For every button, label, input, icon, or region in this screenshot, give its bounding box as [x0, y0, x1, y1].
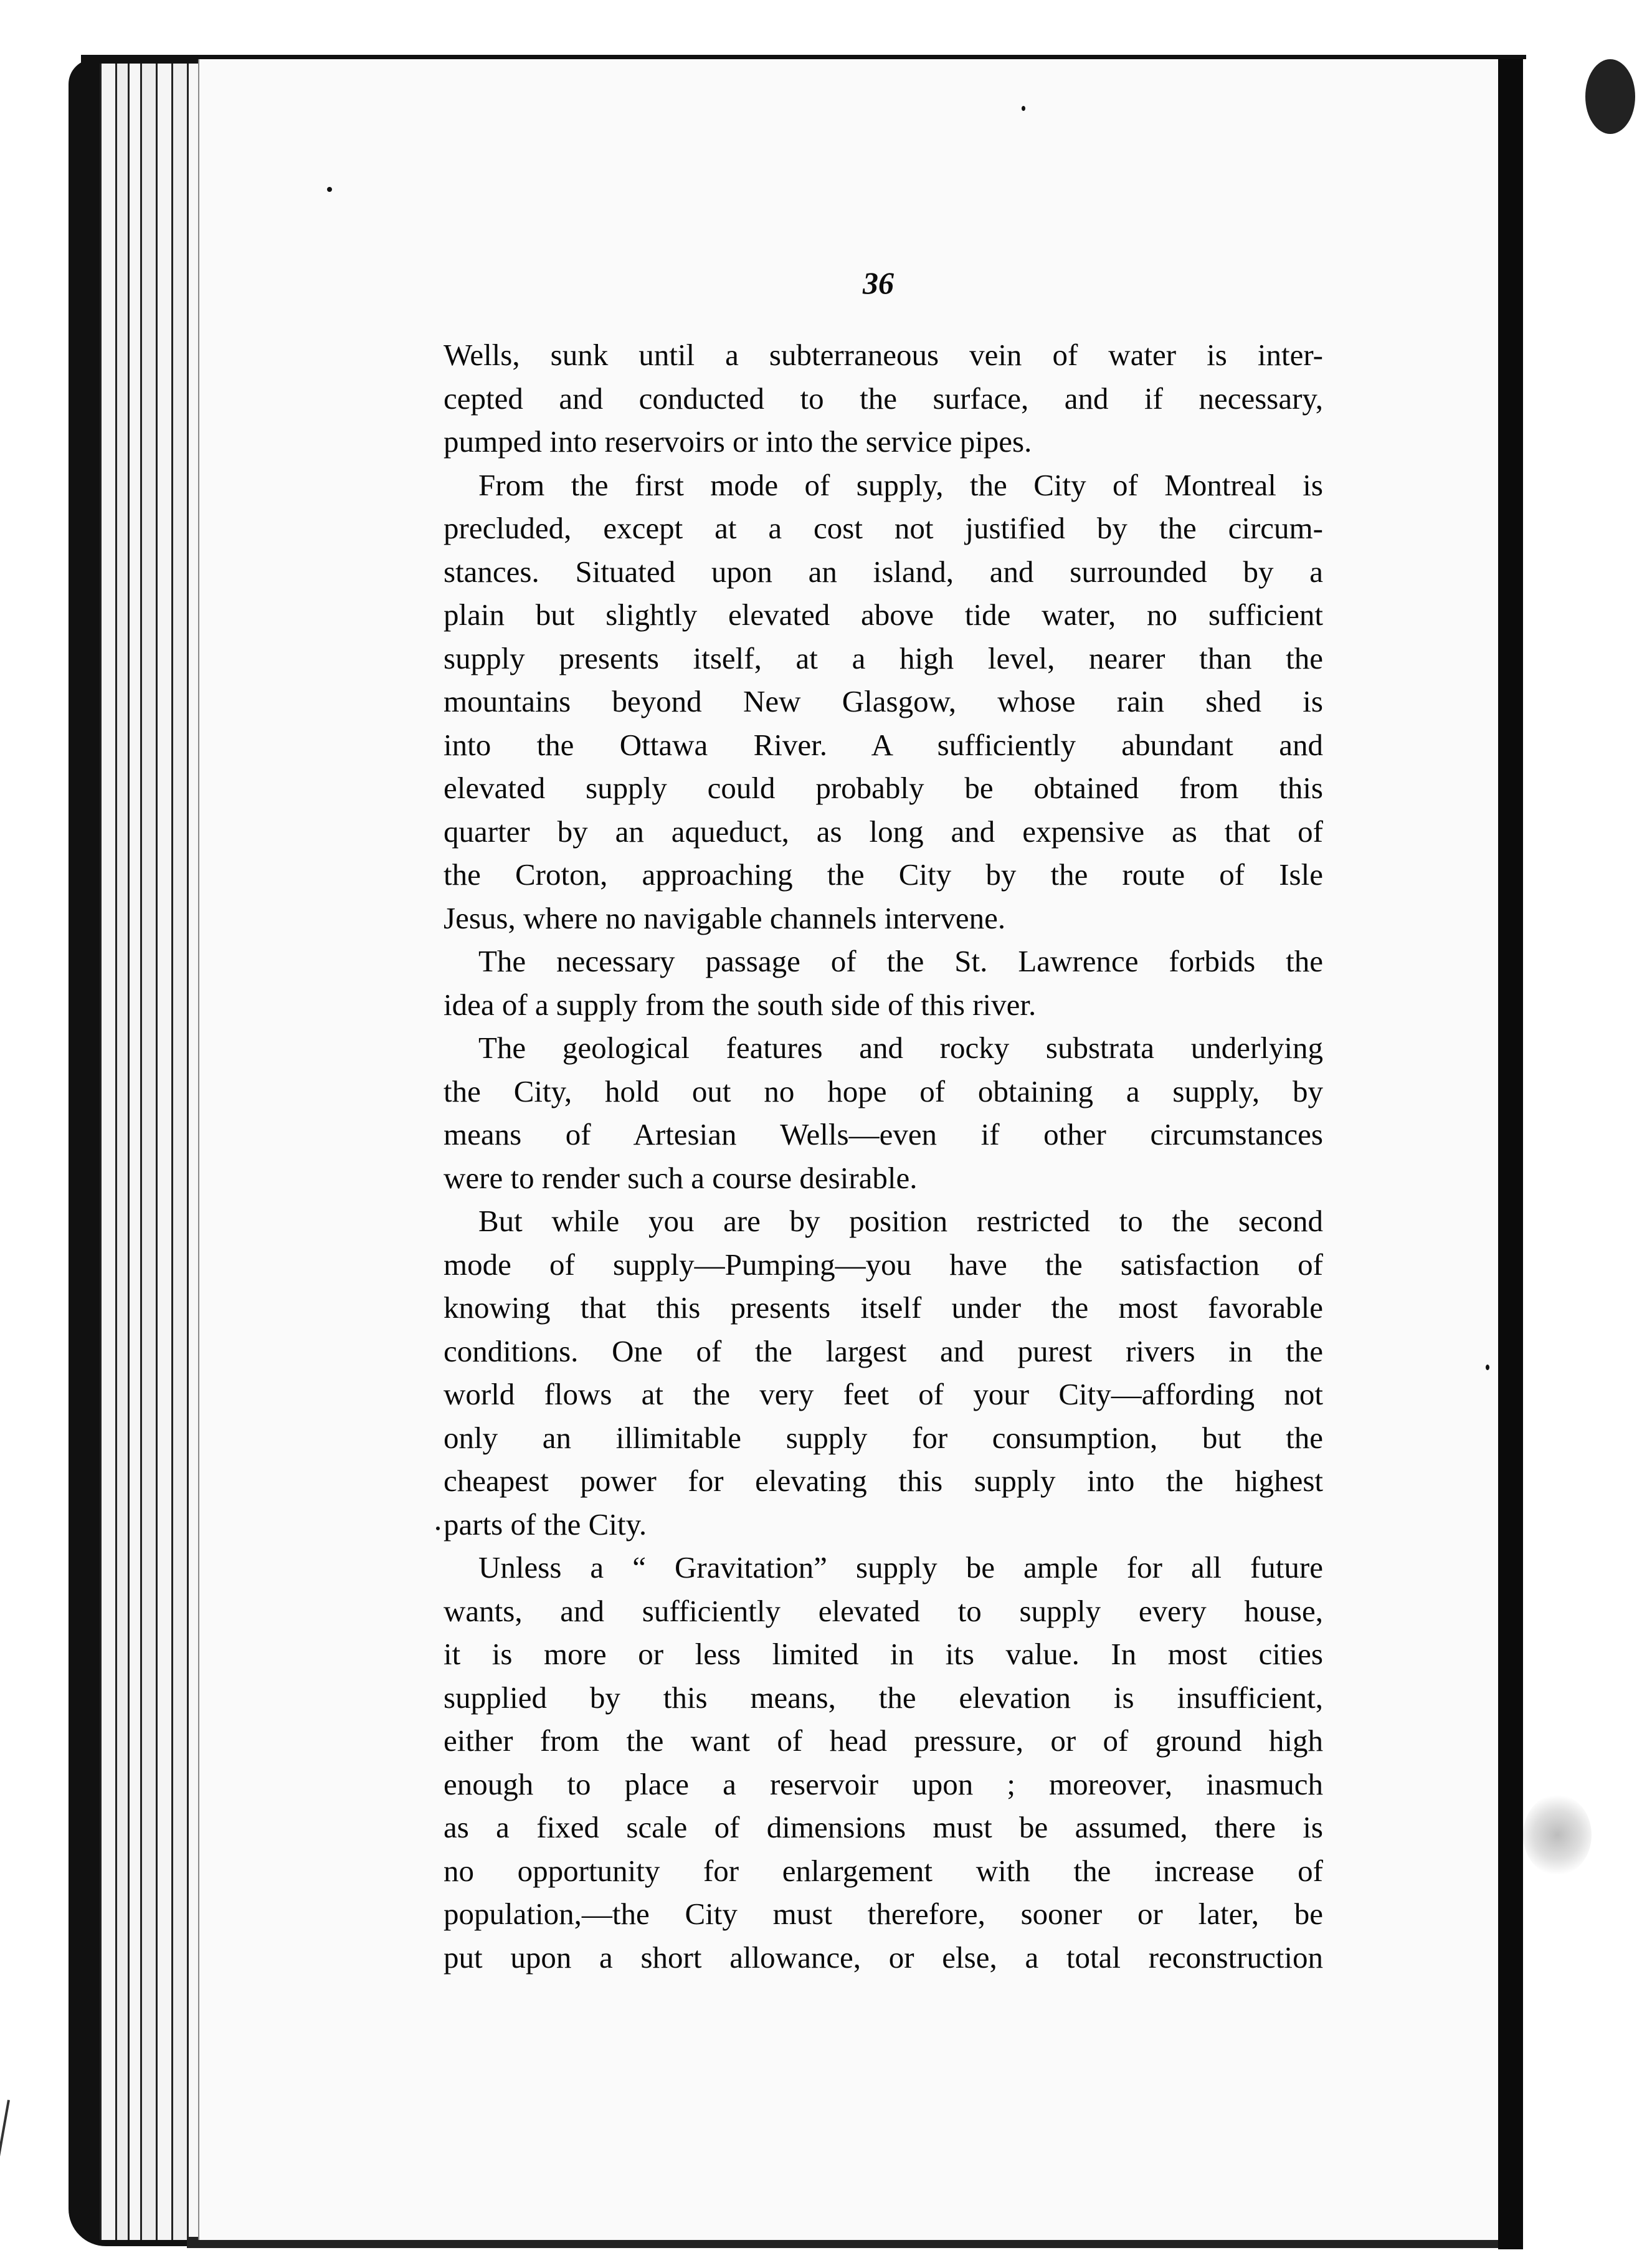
- text-line: means of Artesian Wells—even if other circumstances: [444, 1117, 1323, 1151]
- text-line: The necessary passage of the St. Lawrence forbids the: [478, 944, 1323, 978]
- text-line: were to render such a course desirable.: [444, 1160, 918, 1195]
- text-line: idea of a supply from the south side of this river.: [444, 987, 1037, 1022]
- text-line: But while you are by position restricted to the second: [478, 1204, 1323, 1238]
- text-line: plain but slightly elevated above tide water, no sufficient: [444, 598, 1323, 632]
- text-line: no opportunity for enlargement with the increase of: [444, 1853, 1323, 1888]
- text-line: mode of supply—Pumping—you have the satisfaction of: [444, 1247, 1323, 1282]
- text-line: The geological features and rocky substrata underlying: [478, 1031, 1323, 1065]
- text-line: conditions. One of the largest and purest rivers in the: [444, 1333, 1323, 1368]
- text-line: enough to place a reservoir upon ; moreover, inasmuch: [444, 1766, 1323, 1801]
- text-line: Wells, sunk until a subterraneous vein of water is inter-: [444, 338, 1323, 372]
- text-line: cheapest power for elevating this supply into the highest: [444, 1464, 1323, 1498]
- text-line: From the first mode of supply, the City of Montreal is: [478, 467, 1323, 502]
- text-line: stances. Situated upon an island, and surrounded by a: [444, 554, 1323, 589]
- text-line: into the Ottawa River. A sufficiently abundant and: [444, 727, 1323, 762]
- text-line: Jesus, where no navigable channels intervene.: [444, 900, 1006, 935]
- text-line: pumped into reservoirs or into the service pipes.: [444, 424, 1032, 459]
- text-line: wants, and sufficiently elevated to supply every house,: [444, 1593, 1323, 1628]
- facing-page: [1523, 59, 1647, 2249]
- text-line: cepted and conducted to the surface, and if necessary,: [444, 381, 1323, 416]
- text-line: either from the want of head pressure, or of ground high: [444, 1723, 1323, 1758]
- ink-speck: [1486, 1365, 1489, 1370]
- text-line: parts of the City.: [444, 1507, 647, 1541]
- text-line: the City, hold out no hope of obtaining a supply, by: [444, 1074, 1323, 1108]
- page-number: 36: [863, 265, 894, 300]
- text-line: precluded, except at a cost not justified by the circum-: [444, 511, 1323, 545]
- text-line: put upon a short allowance, or else, a total reconstruction: [444, 1940, 1323, 1975]
- text-line: population,—the City must therefore, sooner or later, be: [444, 1897, 1323, 1931]
- text-line: only an illimitable supply for consumption, but the: [444, 1420, 1323, 1455]
- text-line: supply presents itself, at a high level, nearer than the: [444, 641, 1323, 675]
- text-line: elevated supply could probably be obtained from this: [444, 771, 1323, 805]
- text-line: world flows at the very feet of your City—affording not: [444, 1377, 1323, 1411]
- body-text: [444, 333, 1323, 1979]
- ink-speck: [436, 1527, 440, 1530]
- binding-gutter: [1498, 59, 1523, 2249]
- ink-blot: [1585, 59, 1635, 134]
- text-line: it is more or less limited in its value. In most cities: [444, 1637, 1323, 1671]
- scan-margin: [0, 0, 75, 2268]
- text-line: Unless a “ Gravitation” supply be ample for all future: [478, 1550, 1323, 1584]
- smudge-mark: [1523, 1794, 1592, 1875]
- text-line: as a fixed scale of dimensions must be assumed, there is: [444, 1810, 1323, 1844]
- ink-speck: [327, 187, 332, 192]
- text-line: quarter by an aqueduct, as long and expensive as that of: [444, 814, 1323, 849]
- text-line: mountains beyond New Glasgow, whose rain shed is: [444, 684, 1323, 718]
- text-line: knowing that this presents itself under the most favorable: [444, 1290, 1323, 1325]
- ink-speck: [1022, 106, 1025, 111]
- text-line: supplied by this means, the elevation is insufficient,: [444, 1680, 1323, 1715]
- text-line: the Croton, approaching the City by the route of Isle: [444, 857, 1323, 892]
